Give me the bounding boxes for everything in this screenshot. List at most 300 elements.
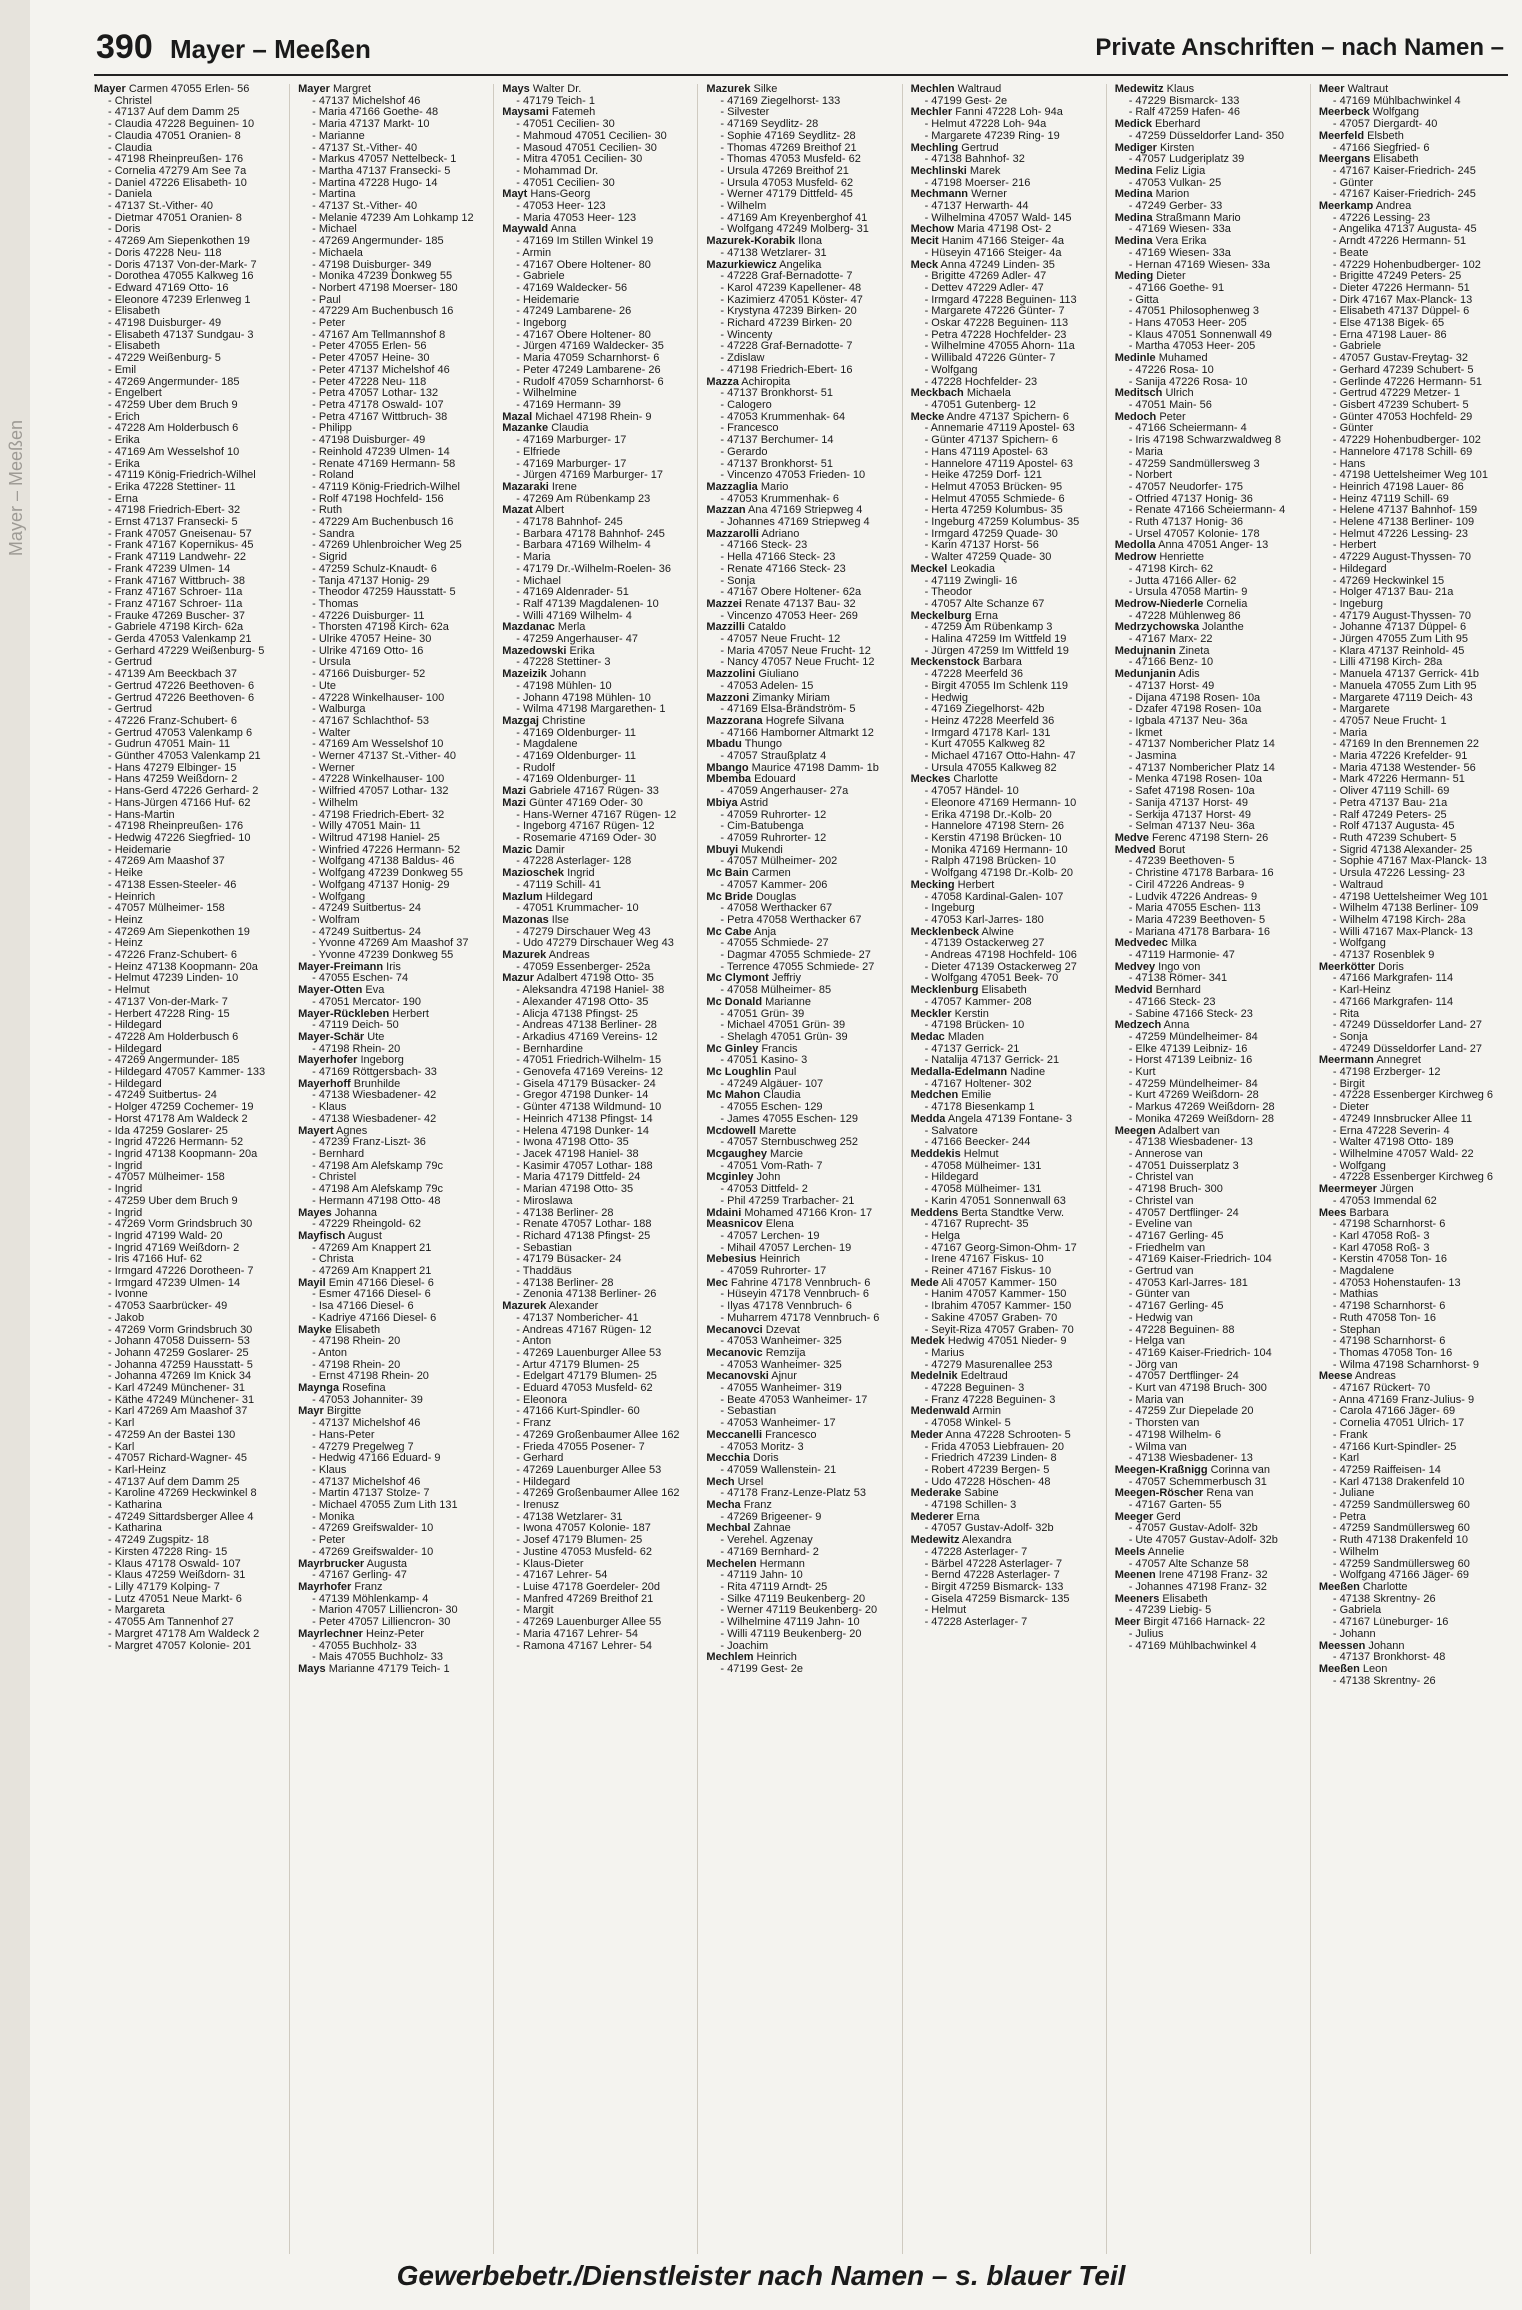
surname: Medvid bbox=[1114, 985, 1153, 997]
list-item: - Willi 47169 Wilhelm- 4 bbox=[516, 610, 632, 622]
surname: Maywald bbox=[502, 224, 549, 236]
list-item: - 47229 Am Buchenbusch 16 bbox=[312, 306, 454, 318]
list-item: Meckes Charlotte bbox=[910, 774, 999, 786]
list-item: - Petra 47057 Lothar- 132 bbox=[312, 388, 439, 400]
list-item: - Irmgard 47228 Beguinen- 113 bbox=[924, 294, 1077, 306]
list-item: - Holger 47259 Cochemer- 19 bbox=[108, 1102, 254, 1114]
list-item: - Anton bbox=[516, 1336, 552, 1348]
list-item: - Ingrid 47169 Weißdorn- 2 bbox=[108, 1242, 240, 1254]
list-item: - Klaus-Dieter bbox=[516, 1558, 584, 1570]
list-item: Mays Marianne 47179 Teich- 1 bbox=[298, 1663, 450, 1675]
surname: Mazgaj bbox=[502, 715, 539, 727]
list-item: - James 47055 Eschen- 129 bbox=[720, 1113, 859, 1125]
list-item: - 47228 Essenberger Kirchweg 6 bbox=[1332, 1172, 1494, 1184]
list-item: - Johannes 47198 Franz- 32 bbox=[1128, 1582, 1267, 1593]
list-item: - Masoud 47051 Cecilien- 30 bbox=[516, 142, 657, 154]
list-item: - Werner 47119 Beukenberg- 20 bbox=[720, 1605, 878, 1617]
surname: Meessen bbox=[1318, 1640, 1366, 1652]
list-item: - 47228 Asterlager- 128 bbox=[516, 856, 632, 868]
list-item: - Frank 47119 Landwehr- 22 bbox=[108, 552, 246, 564]
list-item: - 47198 Bruch- 300 bbox=[1128, 1184, 1223, 1196]
list-item: Medvey Ingo von bbox=[1114, 961, 1201, 973]
list-item: - 47167 Lüneburger- 16 bbox=[1332, 1617, 1449, 1629]
list-item: - 47169 Hermann- 39 bbox=[516, 399, 621, 411]
list-item: - Marianne bbox=[312, 130, 365, 142]
list-item: - 47057 Neue Frucht- 1 bbox=[1332, 715, 1447, 727]
list-item: Mazi Günter 47169 Oder- 30 bbox=[502, 797, 643, 809]
list-item: - Gertrud 47226 Beethoven- 6 bbox=[108, 692, 255, 704]
list-item: - Willi 47119 Beukenberg- 20 bbox=[720, 1628, 862, 1640]
list-item: - Birgit 47259 Bismarck- 133 bbox=[924, 1582, 1064, 1593]
list-item: - Johanna 47259 Hausstatt- 5 bbox=[108, 1359, 253, 1371]
list-item: - Kurt bbox=[1128, 1067, 1156, 1079]
surname: Meeners bbox=[1114, 1593, 1160, 1605]
list-item: Mazurek Silke bbox=[706, 84, 778, 95]
list-item: - Hildegard bbox=[108, 1020, 162, 1032]
surname: Mayer-Otten bbox=[298, 985, 363, 997]
list-item: - 47259 Mündelheimer- 84 bbox=[1128, 1031, 1258, 1043]
list-item: - 47167 Georg-Simon-Ohm- 17 bbox=[924, 1242, 1077, 1254]
list-item: - Peter 47249 Lambarene- 26 bbox=[516, 364, 661, 376]
list-item: - 47259 Schulz-Knaudt- 6 bbox=[312, 563, 437, 575]
list-item: - Erna bbox=[108, 493, 138, 505]
list-item: - 47169 Ziegelhorst- 42b bbox=[924, 704, 1045, 716]
list-item: - Willi 47167 Max-Planck- 13 bbox=[1332, 926, 1473, 938]
list-item: Mazdanac Merla bbox=[502, 622, 586, 634]
list-item: - 47259 Sandmüllersweg 3 bbox=[1128, 458, 1260, 470]
list-item: - Iwona 47057 Kolonie- 187 bbox=[516, 1523, 651, 1535]
list-item: - Petra 47167 Wittbruch- 38 bbox=[312, 411, 448, 423]
list-item: - Holger 47137 Bau- 21a bbox=[1332, 587, 1454, 599]
list-item: - Mihail 47057 Lerchen- 19 bbox=[720, 1242, 852, 1254]
list-item: - Ruth 47058 Ton- 16 bbox=[1332, 1312, 1436, 1324]
list-item: - 47058 Werthacker 67 bbox=[720, 903, 833, 915]
list-item: - Sigrid bbox=[312, 552, 347, 564]
list-item: - 47137 Bronkhorst- 51 bbox=[720, 458, 833, 470]
list-item: - Else 47138 Bigek- 65 bbox=[1332, 318, 1445, 330]
list-item: - Rolf 47198 Hochfeld- 156 bbox=[312, 493, 444, 505]
list-item: - Ernst 47198 Rhein- 20 bbox=[312, 1371, 429, 1383]
surname: Mecking bbox=[910, 879, 955, 891]
list-item: - Heike bbox=[108, 868, 143, 880]
list-item: - 47057 Gustav-Adolf- 32b bbox=[924, 1523, 1054, 1535]
list-item: - Elfriede bbox=[516, 446, 561, 458]
list-item: - 47169 Oldenburger- 11 bbox=[516, 751, 636, 763]
list-item: - Aleksandra 47198 Haniel- 38 bbox=[516, 985, 665, 997]
list-item: Meditsch Ulrich bbox=[1114, 388, 1194, 400]
list-item: Mcgaughey Marcie bbox=[706, 1148, 803, 1160]
list-item: Mayr Birgitte bbox=[298, 1406, 362, 1418]
list-item: - 47057 Ludgeriplatz 39 bbox=[1128, 154, 1245, 166]
surname: Medujnanin bbox=[1114, 645, 1176, 657]
list-item: Mazurek Andreas bbox=[502, 950, 590, 962]
list-item: - Thaddäus bbox=[516, 1266, 572, 1278]
list-item: - Richard 47138 Pfingst- 25 bbox=[516, 1230, 651, 1242]
list-item: - Erich bbox=[108, 411, 140, 423]
list-item: - Karin 47137 Horst- 56 bbox=[924, 540, 1039, 552]
list-item: - Mohammad Dr. bbox=[516, 165, 599, 177]
list-item: - Karl 47058 Roß- 3 bbox=[1332, 1230, 1430, 1242]
list-item: - Günter bbox=[1332, 177, 1374, 189]
list-item: - 47167 Obere Holtener- 80 bbox=[516, 329, 651, 341]
list-item: - 47051 Grün- 39 bbox=[720, 1008, 805, 1020]
list-item: - 47051 Friedrich-Wilhelm- 15 bbox=[516, 1055, 662, 1067]
surname: Medina bbox=[1114, 212, 1153, 224]
list-item: - 47228 Asterlager- 7 bbox=[924, 1617, 1028, 1629]
list-item: - 47226 Franz-Schubert- 6 bbox=[108, 950, 238, 962]
list-item: - 47167 Garten- 55 bbox=[1128, 1500, 1222, 1512]
surname: Medvey bbox=[1114, 961, 1156, 973]
list-item: - Günter 47138 Wildmund- 10 bbox=[516, 1102, 662, 1114]
list-item: - Dietmar 47051 Oranien- 8 bbox=[108, 212, 242, 224]
list-item: - Margarete bbox=[1332, 704, 1390, 716]
list-item: - Ibrahim 47057 Kammer- 150 bbox=[924, 1301, 1072, 1313]
list-item: - Irmgard 47226 Dorotheen- 7 bbox=[108, 1266, 254, 1278]
list-item: - 47057 Mülheimer- 202 bbox=[720, 856, 838, 868]
list-item: - Dzafer 47198 Rosen- 10a bbox=[1128, 704, 1262, 716]
list-item: - Ute bbox=[312, 680, 336, 692]
list-item: - 47167 Obere Holtener- 80 bbox=[516, 259, 651, 271]
list-item: - 47228 Winkelhauser- 100 bbox=[312, 774, 445, 786]
surname: Mayerhofer bbox=[298, 1055, 358, 1067]
list-item: Mazgaj Christine bbox=[502, 715, 586, 727]
list-item: - 47119 König-Friedrich-Wilhel bbox=[108, 470, 256, 482]
list-item: - Helga bbox=[924, 1230, 961, 1242]
surname: Mechelen bbox=[706, 1558, 757, 1570]
list-item: - 47053 Wanheimer- 325 bbox=[720, 1359, 842, 1371]
list-item: - 47229 Hohenbudberger- 102 bbox=[1332, 259, 1481, 271]
list-item: - Justine 47053 Musfeld- 62 bbox=[516, 1546, 653, 1558]
list-item: - Wilhelm 47138 Berliner- 109 bbox=[1332, 903, 1479, 915]
surname: Meeßen bbox=[1318, 1582, 1360, 1593]
list-item: - 47053 Krummenhak- 64 bbox=[720, 411, 846, 423]
list-item: - Dettev 47229 Adler- 47 bbox=[924, 282, 1044, 294]
list-item: - 47269 Uhlenbroicher Weg 25 bbox=[312, 540, 462, 552]
list-item: Mazzilli Cataldo bbox=[706, 622, 786, 634]
list-item: - Ingrid 47138 Koopmann- 20a bbox=[108, 1148, 258, 1160]
surname: Mazat bbox=[502, 505, 533, 517]
list-item: Medinle Muhamed bbox=[1114, 353, 1208, 365]
surname: Mc Loughlin bbox=[706, 1067, 772, 1079]
list-item: Medelnik Edeltraud bbox=[910, 1371, 1008, 1383]
list-item: - Gisbert 47239 Schubert- 5 bbox=[1332, 399, 1469, 411]
list-item: - Klaus bbox=[312, 1102, 347, 1114]
list-item: - 47198 Erzberger- 12 bbox=[1332, 1067, 1441, 1079]
list-item: - Oskar 47228 Beguinen- 113 bbox=[924, 318, 1069, 330]
list-item: - Christa bbox=[312, 1254, 354, 1266]
list-item: - 47137 Michelshof 46 bbox=[312, 1476, 421, 1488]
list-item: - Wolfgang 47249 Molberg- 31 bbox=[720, 224, 869, 236]
list-item: - 47138 Römer- 341 bbox=[1128, 973, 1228, 985]
list-item: - Willy 47051 Main- 11 bbox=[312, 821, 421, 833]
list-item: - 47169 Wiesen- 33a bbox=[1128, 247, 1231, 259]
list-item: - 47138 Wiesbadener- 13 bbox=[1128, 1137, 1253, 1149]
surname: Mecchia bbox=[706, 1453, 750, 1465]
list-item: - Nancy 47057 Neue Frucht- 12 bbox=[720, 657, 875, 669]
surname: Meese bbox=[1318, 1371, 1353, 1383]
list-item: - 47169 Oldenburger- 11 bbox=[516, 774, 636, 786]
list-item: - Eduard 47053 Musfeld- 62 bbox=[516, 1383, 653, 1395]
list-item: - 47139 Ostackerweg 27 bbox=[924, 938, 1045, 950]
list-item: - 47198 Uettelsheimer Weg 101 bbox=[1332, 470, 1488, 482]
list-item: - 47169 Seydlitz- 28 bbox=[720, 119, 819, 131]
list-item: Meckenstock Barbara bbox=[910, 657, 1022, 669]
surname: Mazal bbox=[502, 411, 533, 423]
surname: Mayer bbox=[94, 84, 126, 95]
list-item: - Hannelore 47119 Apostel- 63 bbox=[924, 458, 1073, 470]
list-item: Mechelen Hermann bbox=[706, 1558, 805, 1570]
list-item: - Irmgard 47178 Karl- 131 bbox=[924, 727, 1051, 739]
list-item: - Daniel 47226 Elisabeth- 10 bbox=[108, 177, 247, 189]
surname: Mebesius bbox=[706, 1254, 757, 1266]
list-item: - Wilhelm bbox=[1332, 1546, 1379, 1558]
list-item: - 47057 Neue Frucht- 12 bbox=[720, 634, 841, 646]
list-item: - 47166 Markgrafen- 114 bbox=[1332, 973, 1454, 985]
list-item: - Heike 47259 Dorf- 121 bbox=[924, 470, 1042, 482]
surname: Mazanke bbox=[502, 423, 549, 435]
list-item: - 47167 Schlachthof- 53 bbox=[312, 715, 429, 727]
surname: Meerbeck bbox=[1318, 107, 1370, 119]
list-item: - Wolfgang 47198 Dr.-Kolb- 20 bbox=[924, 868, 1073, 880]
list-item: - 47169 Marburger- 17 bbox=[516, 458, 627, 470]
list-item: - 47198 Duisburger- 49 bbox=[312, 435, 426, 447]
list-item: Mazzolini Giuliano bbox=[706, 669, 799, 681]
list-item: - Hans-Martin bbox=[108, 809, 175, 821]
list-item: - Wilma 47198 Scharnhorst- 9 bbox=[1332, 1359, 1479, 1371]
list-item: - 47057 Neudorfer- 175 bbox=[1128, 481, 1244, 493]
surname: Mcdowell bbox=[706, 1125, 756, 1137]
list-item: - 47057 Kammer- 208 bbox=[924, 996, 1032, 1008]
list-item: - 47137 Horst- 49 bbox=[1128, 680, 1215, 692]
list-item: - Hernan 47169 Wiesen- 33a bbox=[1128, 259, 1270, 271]
list-item: Mayerhoff Brunhilde bbox=[298, 1078, 401, 1090]
list-item: - 47249 Algäuer- 107 bbox=[720, 1078, 824, 1090]
surname: Mazi bbox=[502, 786, 527, 798]
list-item: - 47179 August-Thyssen- 70 bbox=[1332, 610, 1472, 622]
list-item: - 47269 Greifswalder- 10 bbox=[312, 1546, 434, 1558]
list-item: - 47055 Am Tannenhof 27 bbox=[108, 1617, 234, 1629]
list-item: - Wolfgang bbox=[312, 891, 366, 903]
list-item: - 47269 Am Rübenkamp 23 bbox=[516, 493, 651, 505]
list-item: - Phil 47259 Trarbacher- 21 bbox=[720, 1195, 855, 1207]
list-item: - Gisela 47259 Bismarck- 135 bbox=[924, 1593, 1070, 1605]
surname: Meding bbox=[1114, 271, 1154, 283]
list-item: - 47249 Suitbertus- 24 bbox=[312, 903, 421, 915]
list-item: - Luise 47178 Goerdeler- 20d bbox=[516, 1582, 660, 1593]
list-item: - Monika 47269 Weißdorn- 28 bbox=[1128, 1113, 1275, 1125]
list-item: - 47269 Am Maashof 37 bbox=[108, 856, 225, 868]
surname: Mayerhoff bbox=[298, 1078, 351, 1090]
list-item: - Armin bbox=[516, 247, 552, 259]
surname: Meerkötter bbox=[1318, 961, 1376, 973]
surname: Mc Bain bbox=[706, 868, 749, 880]
surname: Meckenstock bbox=[910, 657, 980, 669]
list-item: Meerfeld Elsbeth bbox=[1318, 130, 1404, 142]
list-item: - Tanja 47137 Honig- 29 bbox=[312, 575, 430, 587]
list-item: - Gisela 47179 Büsacker- 24 bbox=[516, 1078, 656, 1090]
surname: Mecklenburg bbox=[910, 985, 979, 997]
surname: Mazurek-Korabik bbox=[706, 236, 796, 248]
surname: Mecanovic bbox=[706, 1347, 763, 1359]
list-item: - 47229 August-Thyssen- 70 bbox=[1332, 552, 1472, 564]
list-item: - 47269 Großenbaumer Allee 162 bbox=[516, 1429, 680, 1441]
list-item: - Ralf 47259 Hafen- 46 bbox=[1128, 107, 1240, 119]
list-item: - Johanna 47269 Im Knick 34 bbox=[108, 1371, 252, 1383]
directory-column bbox=[94, 84, 290, 2254]
list-item: - 47138 Wiesbadener- 42 bbox=[312, 1113, 437, 1125]
list-item: - Joachim bbox=[720, 1640, 769, 1652]
list-item: Mazza Achiropita bbox=[706, 376, 791, 388]
list-item: - 47053 Adelen- 15 bbox=[720, 680, 814, 692]
list-item: - Elisabeth 47137 Sundgau- 3 bbox=[108, 329, 254, 341]
list-item: - Christel van bbox=[1128, 1195, 1194, 1207]
list-item: - Jacek 47198 Haniel- 38 bbox=[516, 1148, 639, 1160]
list-item: - 47228 Stettiner- 3 bbox=[516, 657, 611, 669]
list-item: - Maria 47179 Dittfeld- 24 bbox=[516, 1172, 641, 1184]
list-item: - 47058 Kardinal-Galen- 107 bbox=[924, 891, 1064, 903]
list-item: Meckbach Michaela bbox=[910, 388, 1011, 400]
list-item: - Wolfgang bbox=[1332, 1160, 1386, 1172]
list-item: Meeßen Charlotte bbox=[1318, 1582, 1408, 1593]
list-item: - Monika bbox=[312, 1511, 355, 1523]
list-item: Mayer-Otten Eva bbox=[298, 985, 385, 997]
directory-column bbox=[911, 84, 1107, 2254]
list-item: Mec Fahrine 47178 Vennbruch- 6 bbox=[706, 1277, 871, 1289]
list-item: - 47198 Duisburger- 349 bbox=[312, 259, 432, 271]
surname: Meels bbox=[1114, 1546, 1146, 1558]
list-item: - 47137 Bronkhorst- 51 bbox=[720, 388, 833, 400]
list-item: - Jakob bbox=[108, 1312, 145, 1324]
surname: Mecanovski bbox=[706, 1371, 769, 1383]
list-item: - 47259 Mündelheimer- 84 bbox=[1128, 1078, 1258, 1090]
list-item: Mecanovci Dzevat bbox=[706, 1324, 800, 1336]
list-item: - Mahmoud 47051 Cecilien- 30 bbox=[516, 130, 667, 142]
list-item: - Rosemarie 47169 Oder- 30 bbox=[516, 833, 657, 844]
surname: Mechler bbox=[910, 107, 953, 119]
list-item: - Helmut 47228 Loh- 94a bbox=[924, 119, 1047, 131]
list-item: - Wolfram bbox=[312, 914, 360, 926]
list-item: - Klaus 47259 Weißdorn- 31 bbox=[108, 1570, 246, 1582]
list-item: - 47053 Johanniter- 39 bbox=[312, 1394, 423, 1406]
list-item: Mazaraki Irene bbox=[502, 481, 577, 493]
list-item: - Frank 47057 Gneisenau- 57 bbox=[108, 528, 252, 540]
list-item: - Walburga bbox=[312, 704, 366, 716]
list-item: Medunjanin Adis bbox=[1114, 669, 1200, 681]
list-item: - Silvester bbox=[720, 107, 770, 119]
surname: Mazzilli bbox=[706, 622, 745, 634]
list-item: - Sophie 47167 Max-Planck- 13 bbox=[1332, 856, 1487, 868]
list-item: - Sebastian bbox=[516, 1242, 572, 1254]
list-item: Mecklenburg Elisabeth bbox=[910, 985, 1027, 997]
list-item: - Halina 47259 Im Wittfeld 19 bbox=[924, 634, 1067, 646]
page-edge-strip bbox=[0, 0, 30, 2310]
list-item: - 47226 Duisburger- 11 bbox=[312, 610, 425, 622]
list-item: - Mark 47226 Hermann- 51 bbox=[1332, 774, 1465, 786]
list-item: Mcginley John bbox=[706, 1172, 781, 1184]
list-item: - 47051 Kasino- 3 bbox=[720, 1055, 808, 1067]
list-item: - Helene 47137 Bahnhof- 159 bbox=[1332, 505, 1478, 517]
list-item: Mayke Elisabeth bbox=[298, 1324, 381, 1336]
list-item: - 47166 Siegfried- 6 bbox=[1332, 142, 1430, 154]
list-item: - Reiner 47167 Fiskus- 10 bbox=[924, 1266, 1052, 1278]
list-item: - 47169 Bernhard- 2 bbox=[720, 1546, 819, 1558]
list-item: - Günther 47053 Valenkamp 21 bbox=[108, 751, 261, 763]
surname: Mays bbox=[298, 1663, 326, 1675]
list-item: - 47198 Rhein- 20 bbox=[312, 1336, 401, 1348]
list-item: - Margarete 47226 Günter- 7 bbox=[924, 306, 1065, 318]
list-item: - Gerlinde 47226 Hermann- 51 bbox=[1332, 376, 1483, 388]
list-item: - 47167 Ruprecht- 35 bbox=[924, 1219, 1029, 1231]
surname: Mazzan bbox=[706, 505, 746, 517]
surname: Medek bbox=[910, 1336, 945, 1348]
list-item: - Margret 47057 Kolonie- 201 bbox=[108, 1640, 252, 1652]
list-item: Medrzychowska Jolanthe bbox=[1114, 622, 1244, 634]
list-item: - Ingeburg bbox=[924, 903, 975, 915]
list-item: - 47249 Düsseldorfer Land- 27 bbox=[1332, 1020, 1483, 1032]
list-item: Mazal Michael 47198 Rhein- 9 bbox=[502, 411, 652, 423]
surname: Mc Clymont bbox=[706, 973, 769, 985]
list-item: - Gertrud 47229 Metzer- 1 bbox=[1332, 388, 1461, 400]
list-item: - Ruth 47137 Honig- 36 bbox=[1128, 517, 1244, 529]
list-item: - Irmgard 47259 Quade- 30 bbox=[924, 528, 1058, 540]
list-item: - Karin 47051 Sonnenwall 63 bbox=[924, 1195, 1066, 1207]
list-item: - 47051 Duisserplatz 3 bbox=[1128, 1160, 1239, 1172]
list-item: Medved Borut bbox=[1114, 844, 1186, 856]
list-item: - Petra 47228 Hochfelder- 23 bbox=[924, 329, 1067, 341]
list-item: - Petra 47178 Oswald- 107 bbox=[312, 399, 444, 411]
list-item: - 47198 Rhein- 20 bbox=[312, 1043, 401, 1055]
list-item: - Klaus 47178 Oswald- 107 bbox=[108, 1558, 241, 1570]
surname: Meergans bbox=[1318, 154, 1371, 166]
surname: Medzech bbox=[1114, 1020, 1162, 1032]
list-item: Mazi Gabriele 47167 Rügen- 33 bbox=[502, 786, 659, 798]
list-item: - Wilfried 47057 Lothar- 132 bbox=[312, 786, 449, 798]
list-item: - Eleonora bbox=[516, 1394, 568, 1406]
surname: Mazzorana bbox=[706, 715, 763, 727]
list-item: - 47051 Mercator- 190 bbox=[312, 996, 421, 1008]
list-item: - Norbert bbox=[1128, 470, 1173, 482]
list-item: - Irmgard 47239 Ulmen- 14 bbox=[108, 1277, 241, 1289]
list-item: - 47249 Sittardsberger Allee 4 bbox=[108, 1511, 254, 1523]
list-item: - 47058 Mülheimer- 131 bbox=[924, 1160, 1042, 1172]
list-item: - Michael 47055 Zum Lith 131 bbox=[312, 1500, 458, 1512]
list-item: - 47059 Ruhrorter- 17 bbox=[720, 1266, 827, 1278]
surname: Mazeizik bbox=[502, 669, 547, 681]
list-item: Mayt Hans-Georg bbox=[502, 189, 591, 201]
list-item: Mech Ursel bbox=[706, 1476, 764, 1488]
list-item: - Beate 47053 Wanheimer- 17 bbox=[720, 1394, 868, 1406]
surname: Maynga bbox=[298, 1383, 340, 1395]
surname: Mecklenbeck bbox=[910, 926, 980, 938]
list-item: - Udo 47279 Dirschauer Weg 43 bbox=[516, 938, 674, 950]
list-item: - Manuela 47137 Gerrick- 41b bbox=[1332, 669, 1479, 681]
list-item: Mayes Johanna bbox=[298, 1207, 378, 1219]
list-item: - 47119 König-Friedrich-Wilhel bbox=[312, 481, 460, 493]
list-item: - 47053 Hohenstaufen- 13 bbox=[1332, 1277, 1461, 1289]
list-item: - 47057 Mülheimer- 158 bbox=[108, 1172, 225, 1184]
list-item: - 47269 Am Knappert 21 bbox=[312, 1242, 432, 1254]
list-item: - 47199 Gest- 2e bbox=[924, 95, 1008, 107]
list-item: - Wilhelm bbox=[720, 201, 767, 213]
list-item: - Helmut bbox=[108, 985, 150, 997]
surname: Mazza bbox=[706, 376, 739, 388]
list-item: - 47059 Essenberger- 252a bbox=[516, 961, 651, 973]
list-item: - 47179 Dr.-Wilhelm-Roelen- 36 bbox=[516, 563, 671, 575]
list-item: - Anton bbox=[312, 1347, 347, 1359]
list-item: - Dieter 47226 Hermann- 51 bbox=[1332, 282, 1470, 294]
list-item: - Sanija 47226 Rosa- 10 bbox=[1128, 376, 1248, 388]
list-item: - Friedrich 47239 Linden- 8 bbox=[924, 1453, 1057, 1465]
